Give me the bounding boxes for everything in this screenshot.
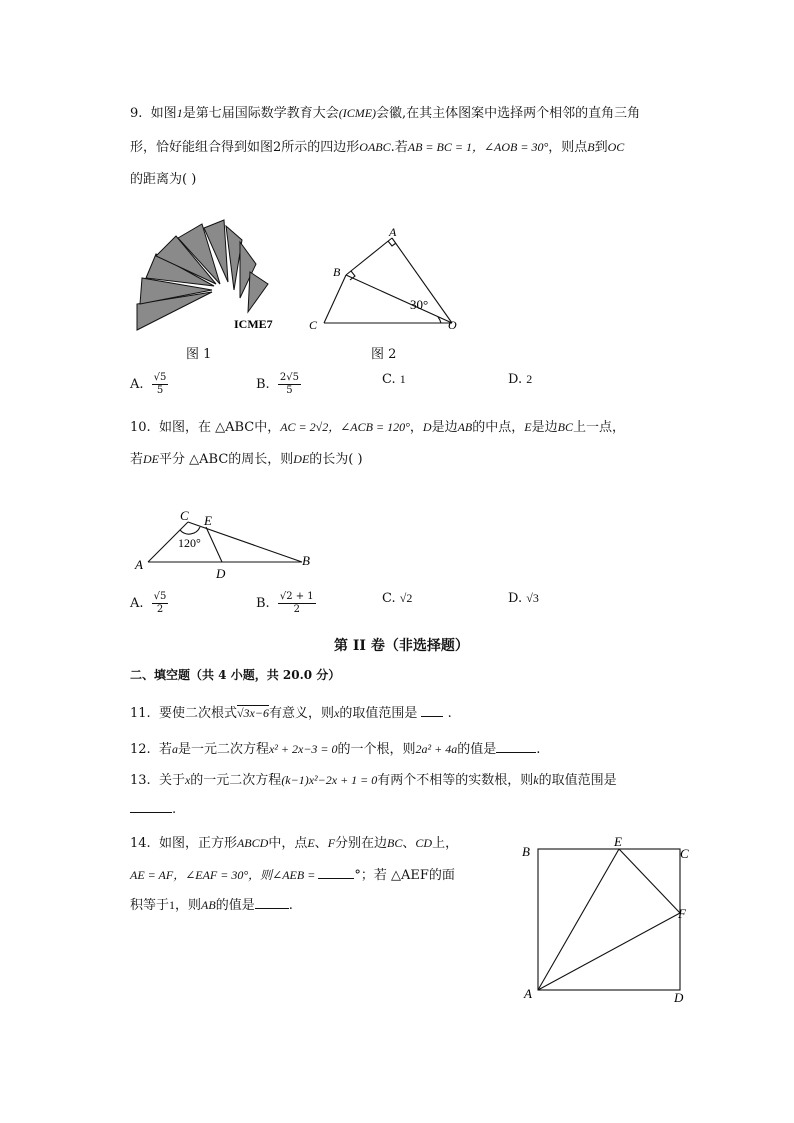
point-label-c: C [680, 846, 689, 861]
section-title: 第 II 卷（非选择题） [334, 638, 469, 654]
q10-line1: 10. 如图，在 △ABC中，AC = 2√2，∠ACB = 120°，D是边AB的中点，E是边BC上一点， [130, 420, 625, 435]
q9-number: 9. [130, 106, 143, 121]
point-label-a: A [524, 986, 532, 1001]
q13-line: 13. 关于x的一元二次方程(k−1)x²−2x + 1 = 0有两个不相等的实数根，则k的取值范围是 [130, 773, 617, 788]
angle-label-30: 30° [410, 297, 429, 312]
point-label-c: C [180, 508, 189, 523]
q9-option-c[interactable]: C. 1 [382, 372, 406, 387]
point-label-d: D [674, 990, 684, 1005]
q9-line3: 的距离为( ) [130, 172, 197, 187]
q10-number: 10. [130, 420, 151, 435]
figure-1-caption: 图 1 [186, 347, 212, 362]
point-label-a: A [389, 225, 397, 239]
q13-number: 13. [130, 773, 151, 788]
q9-option-d[interactable]: D. 2 [508, 372, 533, 387]
point-label-c: C [309, 318, 318, 332]
point-label-a: A [135, 557, 143, 572]
angle-label-120: 120° [178, 536, 201, 550]
q9-option-a[interactable]: A. $\frac{√5}{5}$ [130, 372, 167, 396]
q14-angle-answer-blank[interactable] [318, 868, 354, 879]
q11-answer-blank[interactable] [421, 706, 443, 717]
q14-line3: 积等于1，则AB的值是 . [130, 898, 293, 913]
figure-2-caption: 图 2 [371, 347, 397, 362]
q10-line2: 若DE平分 △ABC的周长，则DE的长为( ) [130, 452, 363, 467]
icme-logo-figure [130, 212, 290, 337]
q12-answer-blank[interactable] [496, 742, 536, 753]
q9-line1: 9. 如图1是第七届国际数学教育大会(ICME)会徽,在其主体图案中选择两个相邻的直角三角 [130, 106, 641, 121]
section-subtitle: 二、填空题（共 4 小题，共 20.0 分） [130, 668, 341, 682]
point-label-d: D [216, 566, 226, 581]
q14-line1: 14. 如图，正方形ABCD中，点E、F分别在边BC、CD上， [130, 836, 459, 851]
q9-option-b[interactable]: B. $\frac{2√5}{5}$ [256, 372, 299, 396]
q10-option-d[interactable]: D. √3 [508, 591, 539, 606]
square-abcd-figure [516, 834, 696, 1006]
q10-option-b[interactable]: B. $\frac{√2 + 1}{2}$ [256, 591, 314, 615]
point-label-e: E [204, 513, 212, 528]
point-label-b: B [333, 265, 341, 279]
q13-line2: . [130, 802, 176, 817]
q14-ab-answer-blank[interactable] [255, 898, 289, 909]
point-label-e: E [614, 834, 622, 849]
q13-answer-blank[interactable] [130, 802, 172, 813]
point-label-f: F [678, 906, 686, 921]
point-label-b: B [302, 553, 310, 568]
quadrilateral-oabc-figure [302, 222, 467, 337]
q14-number: 14. [130, 836, 151, 851]
point-label-o: O [448, 318, 457, 332]
q12-line: 12. 若a是一元二次方程x² + 2x−3 = 0的一个根，则2a² + 4a的值是 . [130, 742, 541, 757]
point-label-b: B [522, 844, 530, 859]
q14-line2: AE = AF，∠EAF = 30°，则∠AEB = °；若 △AEF的面 [130, 868, 455, 883]
icme-logo-text: ICME7 [234, 317, 273, 331]
q10-option-a[interactable]: A. $\frac{√5}{2}$ [130, 591, 167, 615]
triangle-abc-figure [130, 505, 325, 585]
q12-number: 12. [130, 742, 151, 757]
q11-line: 11. 要使二次根式√3x−6有意义，则x的取值范围是 . [130, 706, 452, 721]
q10-option-c[interactable]: C. √2 [382, 591, 413, 606]
q11-number: 11. [130, 706, 151, 721]
q9-line2: 形，恰好能组合得到如图2所示的四边形OABC.若AB = BC = 1，∠AOB = 30°，则点B到OC [130, 140, 625, 155]
